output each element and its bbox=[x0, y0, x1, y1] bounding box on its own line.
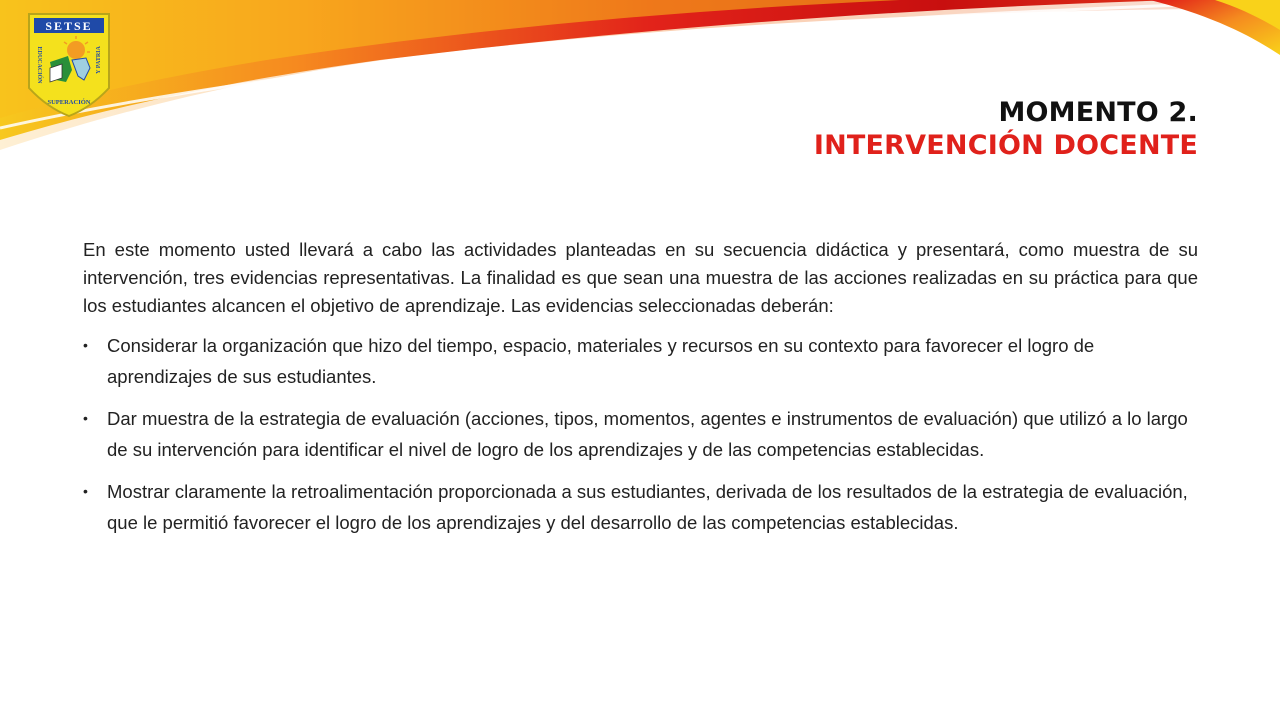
title-line-moment: MOMENTO 2. bbox=[998, 97, 1198, 128]
list-item-text: Mostrar claramente la retroalimentación proporcionada a sus estudiantes, derivada de los resultados de la estrategia de evaluación, que le permitió favorecer el logro de los aprendizajes y del desarrollo de las competencias establecidas. bbox=[107, 481, 1188, 533]
list-item-text: Considerar la organización que hizo del tiempo, espacio, materiales y recursos en su contexto para favorecer el logro de aprendizajes de sus estudiantes. bbox=[107, 335, 1095, 387]
bullet-marker: • bbox=[83, 337, 88, 353]
slide-title bbox=[814, 96, 1198, 162]
setse-logo bbox=[26, 10, 112, 118]
logo-motto-right: Y PATRIA bbox=[96, 46, 102, 74]
slide-body bbox=[83, 236, 1198, 549]
list-item bbox=[83, 476, 1198, 538]
list-item bbox=[83, 330, 1198, 392]
list-item-text: Dar muestra de la estrategia de evaluación (acciones, tipos, momentos, agentes e instrumentos de evaluación) que utilizó a lo largo de su intervención para identificar el nivel de logro de los aprendizajes y de las competencias establecidas. bbox=[107, 408, 1188, 460]
intro-paragraph: En este momento usted llevará a cabo las actividades planteadas en su secuencia didáctica y presentará, como muestra de su intervención, tres evidencias representativas. La finalidad es que sean una muestra de las acciones realizadas en su práctica para que los estudiantes alcancen el objetivo de aprendizaje. Las evidencias seleccionadas deberán: bbox=[83, 239, 1198, 316]
bullet-marker: • bbox=[83, 410, 88, 426]
logo-motto-bottom: SUPERACIÓN bbox=[47, 99, 91, 106]
logo-acronym: SETSE bbox=[45, 19, 93, 33]
bullet-marker: • bbox=[83, 483, 88, 499]
evidence-requirements-list bbox=[83, 330, 1198, 538]
title-line-intervention: INTERVENCIÓN DOCENTE bbox=[813, 130, 1198, 161]
logo-motto-left: EDUCACIÓN bbox=[36, 46, 42, 84]
list-item bbox=[83, 403, 1198, 465]
